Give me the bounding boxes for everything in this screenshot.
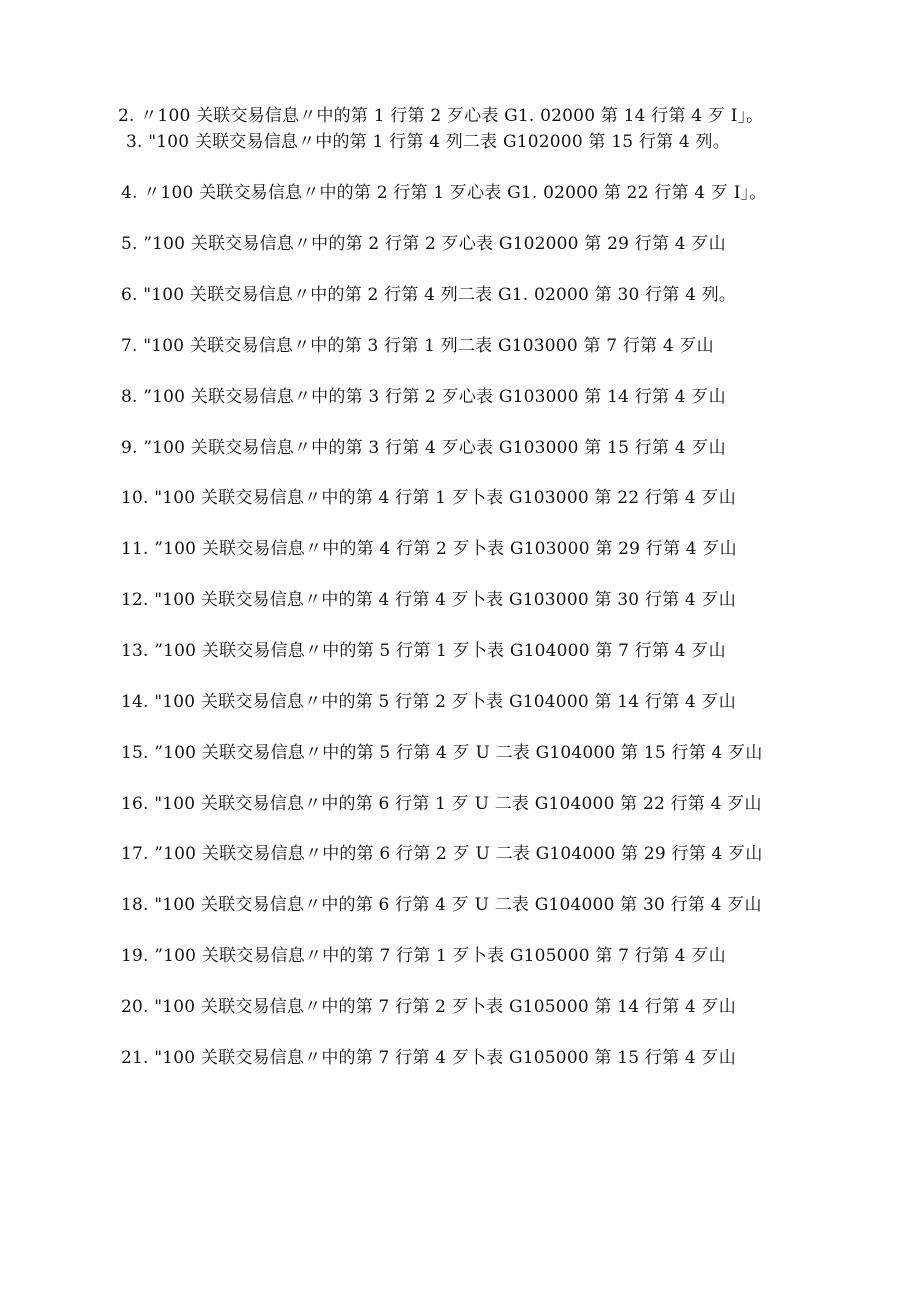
item-text: "100 关联交易信息〃中的第 4 行第 1 歹卜表 G103000 第 22 行第 4 歹山: [154, 488, 736, 508]
list-item: [121, 996, 736, 1018]
item-text: "100 关联交易信息〃中的第 3 行第 1 列二表 G103000 第 7 行第 4 歹山: [143, 336, 714, 356]
item-number: 15.: [121, 743, 149, 763]
item-number: 7.: [121, 336, 138, 356]
list-item: [121, 691, 736, 713]
item-number: 3.: [126, 132, 143, 152]
item-number: 5.: [121, 234, 138, 254]
item-number: 19.: [121, 946, 149, 966]
item-number: 2.: [118, 106, 135, 126]
list-item: [121, 945, 726, 967]
item-text: ”100 关联交易信息〃中的第 6 行第 2 歹 U 二表 G104000 第 29 行第 4 歹山: [154, 844, 763, 864]
item-number: 10.: [121, 488, 149, 508]
list-item: [121, 284, 736, 306]
item-text: 〃100 关联交易信息〃中的第 1 行第 2 歹心表 G1. 02000 第 14 行第 4 歹 I」。: [140, 106, 764, 126]
list-item: [121, 487, 736, 509]
item-text: ”100 关联交易信息〃中的第 5 行第 4 歹 U 二表 G104000 第 15 行第 4 歹山: [154, 743, 763, 763]
item-number: 8.: [121, 387, 138, 407]
item-number: 4.: [121, 183, 138, 203]
item-text: "100 关联交易信息〃中的第 7 行第 2 歹卜表 G105000 第 14 行第 4 歹山: [154, 997, 736, 1017]
item-number: 6.: [121, 285, 138, 305]
item-number: 18.: [121, 895, 149, 915]
list-item: [121, 335, 714, 357]
list-item: [121, 742, 763, 764]
list-item: [121, 1047, 736, 1069]
list-item: [121, 386, 726, 408]
item-number: 14.: [121, 692, 149, 712]
item-number: 12.: [121, 590, 149, 610]
item-number: 21.: [121, 1048, 149, 1068]
item-number: 13.: [121, 641, 149, 661]
item-text: 〃100 关联交易信息〃中的第 2 行第 1 歹心表 G1. 02000 第 22 行第 4 歹 I」。: [143, 183, 767, 203]
list-item: [121, 843, 763, 865]
list-item: [121, 894, 762, 916]
item-number: 16.: [121, 794, 149, 814]
list-item: [118, 105, 764, 127]
item-text: "100 关联交易信息〃中的第 2 行第 4 列二表 G1. 02000 第 30 行第 4 列。: [143, 285, 737, 305]
list-item: [121, 640, 726, 662]
list-item: [121, 182, 767, 204]
item-text: "100 关联交易信息〃中的第 5 行第 2 歹卜表 G104000 第 14 行第 4 歹山: [154, 692, 736, 712]
list-item: [121, 233, 726, 255]
item-text: ”100 关联交易信息〃中的第 7 行第 1 歹卜表 G105000 第 7 行第 4 歹山: [154, 946, 726, 966]
item-text: "100 关联交易信息〃中的第 6 行第 1 歹 U 二表 G104000 第 22 行第 4 歹山: [154, 794, 762, 814]
item-number: 17.: [121, 844, 149, 864]
item-text: ”100 关联交易信息〃中的第 3 行第 2 歹心表 G103000 第 14 行第 4 歹山: [143, 387, 726, 407]
item-text: "100 关联交易信息〃中的第 1 行第 4 列二表 G102000 第 15 行第 4 列。: [148, 132, 730, 152]
list-item: [121, 538, 737, 560]
item-number: 11.: [121, 539, 149, 559]
list-item: [121, 589, 736, 611]
list-item: [121, 437, 726, 459]
item-text: ”100 关联交易信息〃中的第 3 行第 4 歹心表 G103000 第 15 行第 4 歹山: [143, 438, 726, 458]
item-text: "100 关联交易信息〃中的第 4 行第 4 歹卜表 G103000 第 30 行第 4 歹山: [154, 590, 736, 610]
list-item: [121, 793, 762, 815]
item-text: ”100 关联交易信息〃中的第 2 行第 2 歹心表 G102000 第 29 行第 4 歹山: [143, 234, 726, 254]
item-text: "100 关联交易信息〃中的第 7 行第 4 歹卜表 G105000 第 15 行第 4 歹山: [154, 1048, 736, 1068]
item-text: "100 关联交易信息〃中的第 6 行第 4 歹 U 二表 G104000 第 30 行第 4 歹山: [154, 895, 762, 915]
item-text: ”100 关联交易信息〃中的第 5 行第 1 歹卜表 G104000 第 7 行第 4 歹山: [154, 641, 726, 661]
list-item: [126, 131, 730, 153]
item-text: ”100 关联交易信息〃中的第 4 行第 2 歹卜表 G103000 第 29 行第 4 歹山: [154, 539, 737, 559]
item-number: 9.: [121, 438, 138, 458]
item-number: 20.: [121, 997, 149, 1017]
